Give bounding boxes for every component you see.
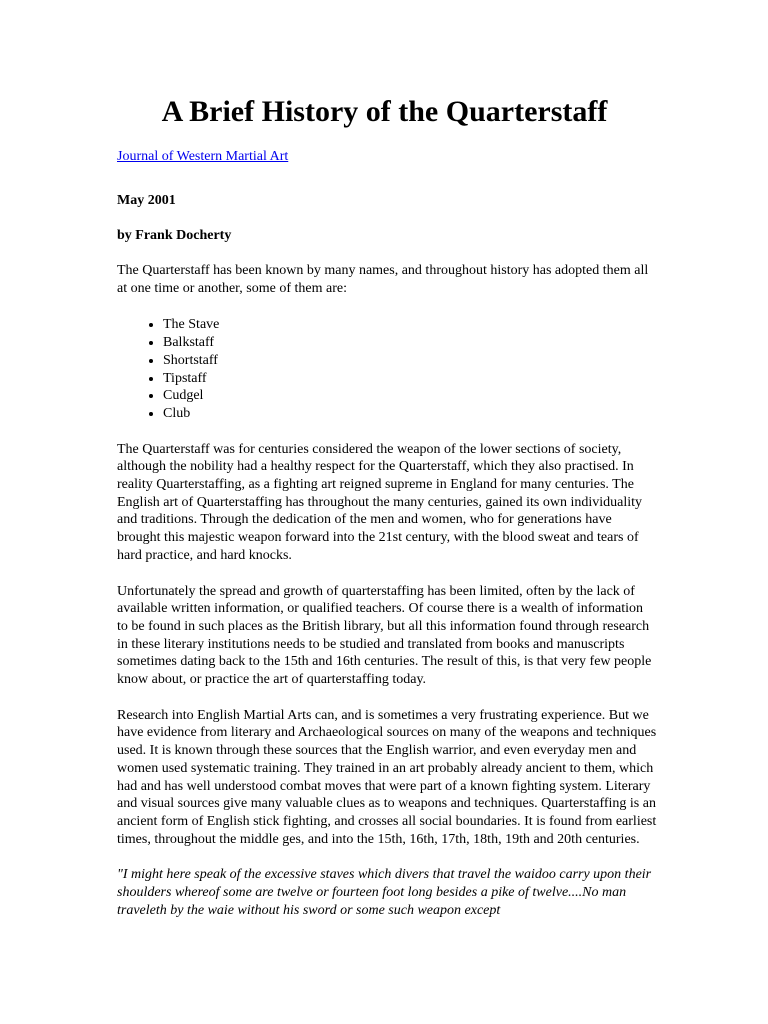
body-paragraph: Unfortunately the spread and growth of quarterstaffing has been limited, often by the lack of available written information, or qualified teachers. Of course there is a wealth of information to be found in such places as the British library, but all this information found through research in these literary institutions needs to be studied and translated from books and manuscripts sometimes dating back to the 15th and 16th centuries. The result of this, is that very few people know about, or practice the art of quarterstaffing today. [117,583,652,688]
journal-link[interactable]: Journal of Western Martial Art [117,149,289,164]
list-item: • Club [163,405,657,423]
body-paragraph: Research into English Martial Arts can, and is sometimes a very frustrating experience. But we have evidence from literary and Archaeological sources on many of the weapons and techniques used. It is known through these sources that the English warrior, and even everyday men and women used systematic training. They trained in an art probably already ancient to them, which had and has well understood combat moves that were part of a known fighting system. Literary and visual sources give many valuable clues as to weapons and techniques. Quarterstaffing is an ancient form of English stick fighting, and crosses all social boundaries. It is found from earliest times, throughout the middle ges, and into the 15th, 16th, 17th, 18th, 19th and 20th centuries. [117,707,657,847]
list-item: • Balkstaff [163,334,657,352]
intro-paragraph: The Quarterstaff has been known by many names, and throughout history has adopted them all at one time or another, some of them are: [117,263,649,296]
list-item: • Tipstaff [163,370,657,388]
body-paragraph: The Quarterstaff was for centuries considered the weapon of the lower sections of society, although the nobility had a healthy respect for the Quarterstaff, which they also practised. In reality Quarterstaffing, as a fighting art reigned supreme in England for many centuries. The English art of Quarterstaffing has throughout the many centuries, gained its own individuality and traditions. Through the dedication of the men and women, who for generations have brought this majestic weapon forward into the 21st century, with the blood sweat and tears of hard practice, and hard knocks. [117,441,643,563]
page-title: A Brief History of the Quarterstaff [161,95,608,128]
list-item: • The Stave [163,316,657,334]
list-item: • Shortstaff [163,352,657,370]
article [117,92,657,920]
publication-date: May 2001 [117,193,176,208]
quote-paragraph: "I might here speak of the excessive staves which divers that travel the waidoo carry upon their shoulders whereof some are twelve or fourteen foot long besides a pike of twelve....No man traveleth by the waie without his sword or some such weapon except [117,867,652,918]
author-byline: by Frank Docherty [117,228,232,243]
list-item: • Cudgel [163,387,657,405]
names-list [117,316,657,422]
